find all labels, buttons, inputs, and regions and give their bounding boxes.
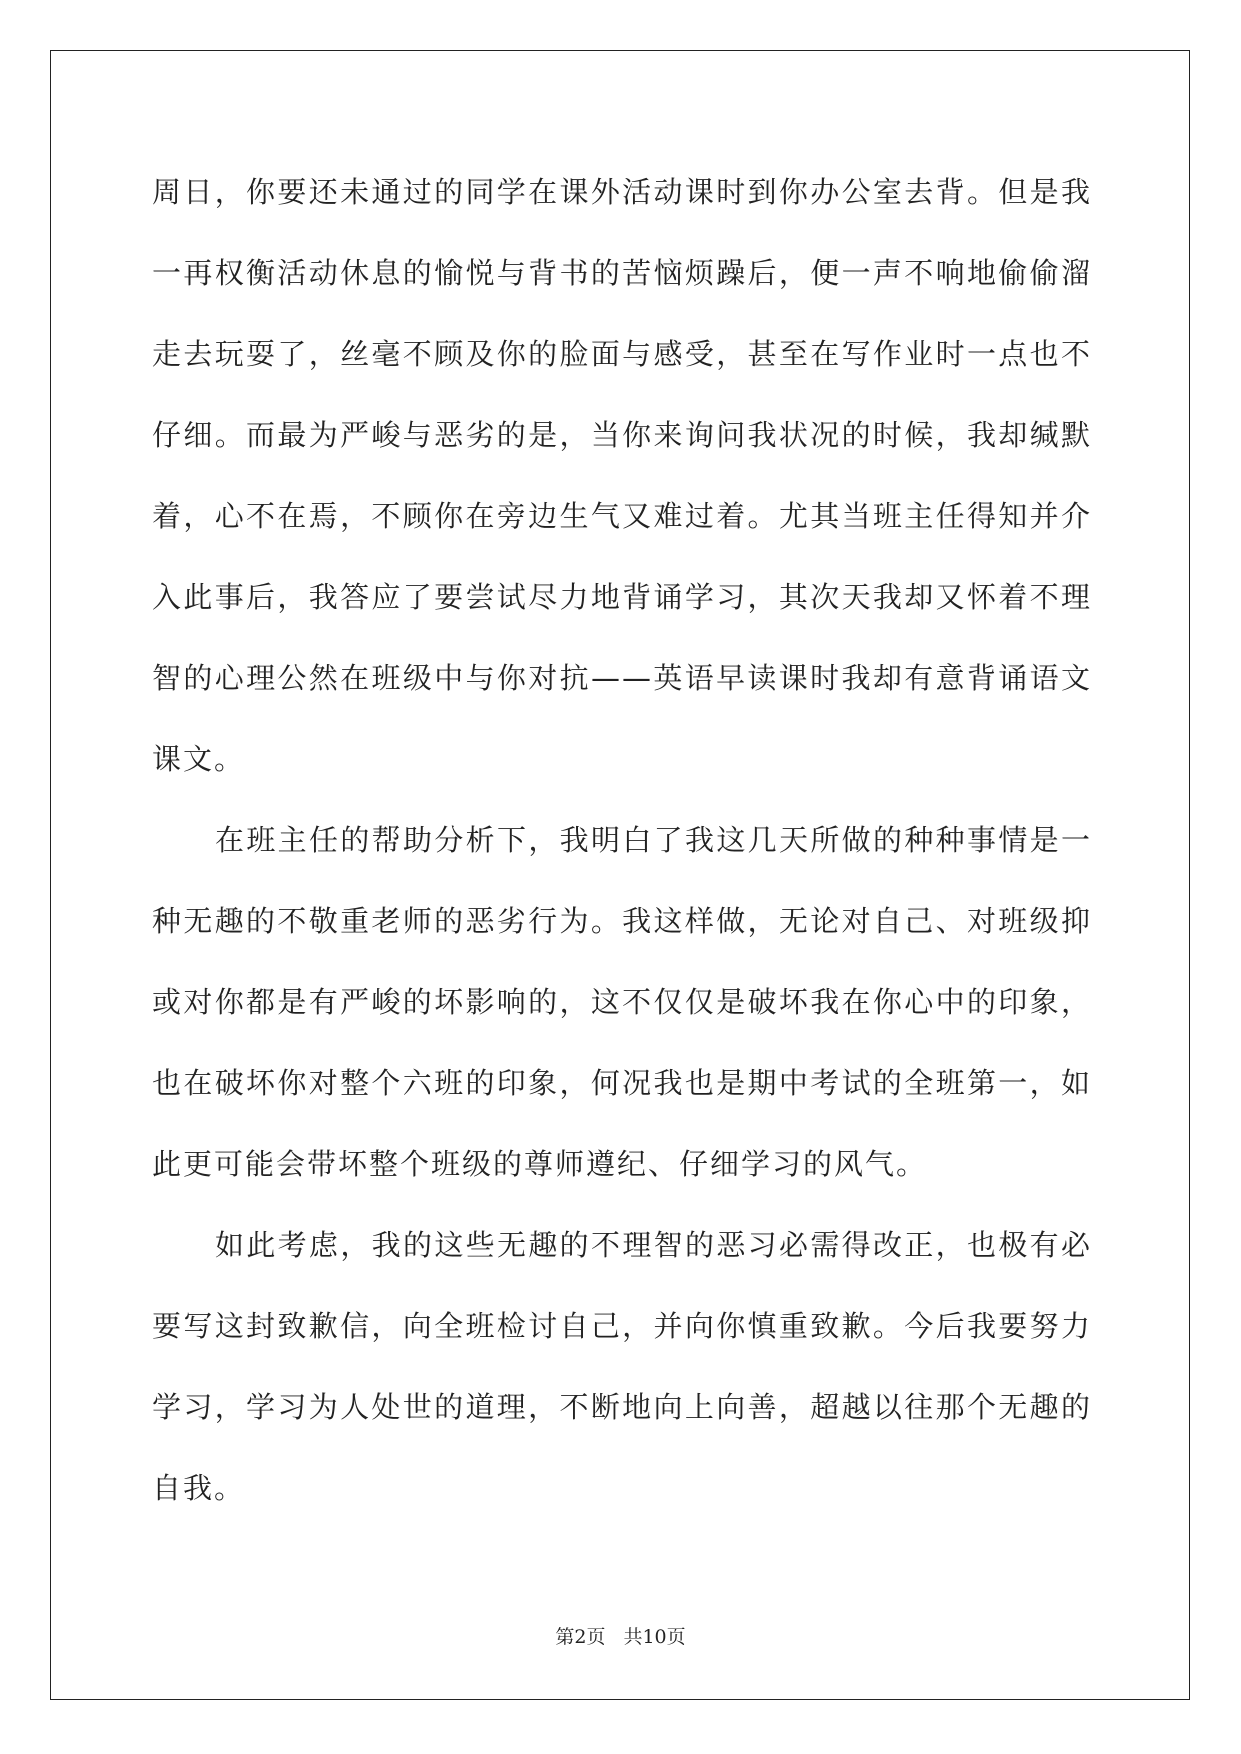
- text-line: 仔细。而最为严峻与恶劣的是，当你来询问我状况的时候，我却缄默: [152, 418, 1092, 452]
- text-line: 课文。: [152, 742, 246, 776]
- document-body: [152, 152, 1092, 1529]
- text-line: 要写这封致歉信，向全班检讨自己，并向你慎重致歉。今后我要努力: [152, 1309, 1092, 1343]
- text-line: 智的心理公然在班级中与你对抗——英语早读课时我却有意背诵语文: [152, 661, 1092, 695]
- text-line: 周日，你要还未通过的同学在课外活动课时到你办公室去背。但是我: [152, 175, 1092, 209]
- text-line: 也在破坏你对整个六班的印象，何况我也是期中考试的全班第一，如: [152, 1066, 1092, 1100]
- text-line: 自我。: [152, 1471, 246, 1505]
- text-line: 或对你都是有严峻的坏影响的，这不仅仅是破坏我在你心中的印象，: [152, 985, 1092, 1019]
- text-line: 一再权衡活动休息的愉悦与背书的苦恼烦躁后，便一声不响地偷偷溜: [152, 256, 1092, 290]
- text-line: 入此事后，我答应了要尝试尽力地背诵学习，其次天我却又怀着不理: [152, 580, 1092, 614]
- page-number: 第2页: [555, 1626, 606, 1648]
- paragraph-first-line: 在班主任的帮助分析下，我明白了我这几天所做的种种事情是一: [215, 823, 1092, 857]
- text-line: 学习，学习为人处世的道理，不断地向上向善，超越以往那个无趣的: [152, 1390, 1092, 1424]
- text-line: 此更可能会带坏整个班级的尊师遵纪、仔细学习的风气。: [152, 1147, 928, 1181]
- text-line: 走去玩耍了，丝毫不顾及你的脸面与感受，甚至在写作业时一点也不: [152, 337, 1092, 371]
- paragraph-first-line: 如此考虑，我的这些无趣的不理智的恶习必需得改正，也极有必: [215, 1228, 1092, 1262]
- text-line: 着，心不在焉，不顾你在旁边生气又难过着。尤其当班主任得知并介: [152, 499, 1092, 533]
- text-line: 种无趣的不敬重老师的恶劣行为。我这样做，无论对自己、对班级抑: [152, 904, 1092, 938]
- page-footer: [0, 1622, 1241, 1649]
- page-total: 共10页: [623, 1626, 686, 1648]
